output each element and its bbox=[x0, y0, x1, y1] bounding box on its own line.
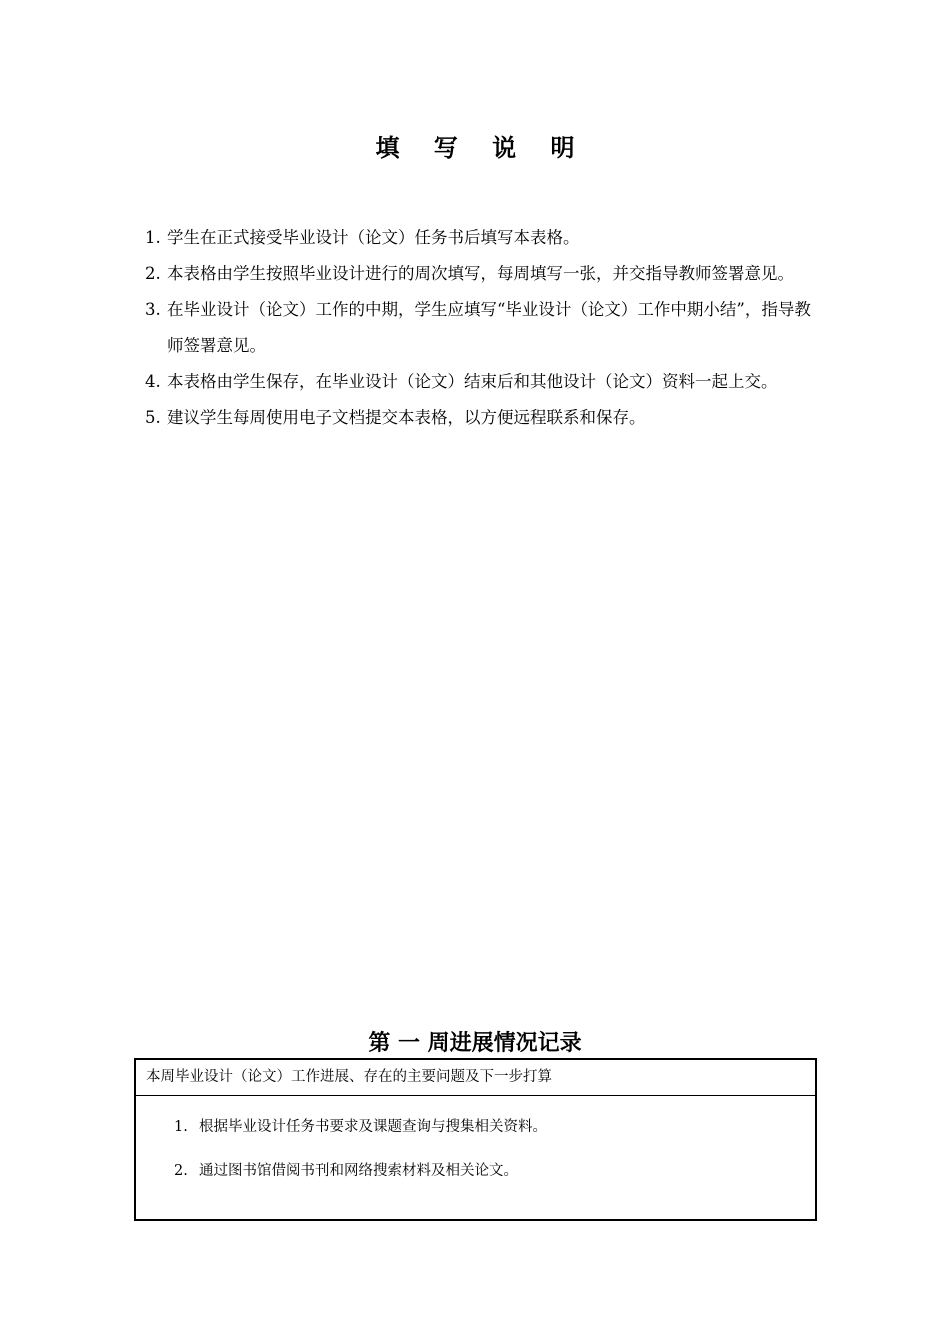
week-record-text: 通过图书馆借阅书刊和网络搜索材料及相关论文。 bbox=[199, 1163, 518, 1179]
week-record-number: 2. bbox=[174, 1163, 188, 1179]
instruction-text: 在毕业设计（论文）工作的中期，学生应填写“毕业设计（论文）工作中期小结”，指导教师签署意见。 bbox=[167, 300, 811, 355]
instruction-item bbox=[145, 364, 813, 400]
instruction-item bbox=[145, 292, 813, 364]
instruction-number: 3. bbox=[145, 300, 161, 319]
instruction-item bbox=[145, 400, 813, 436]
week-record-item bbox=[136, 1114, 815, 1140]
instruction-item bbox=[145, 256, 813, 292]
page-title: 填 写 说 明 bbox=[375, 134, 588, 162]
instruction-text: 建议学生每周使用电子文档提交本表格，以方便远程联系和保存。 bbox=[167, 408, 646, 427]
instruction-number: 4. bbox=[145, 372, 161, 391]
instruction-text: 学生在正式接受毕业设计（论文）任务书后填写本表格。 bbox=[167, 228, 580, 247]
week-record-item bbox=[136, 1158, 815, 1184]
week-record-table bbox=[134, 1058, 817, 1221]
instruction-number: 5. bbox=[145, 408, 161, 427]
week-record-text: 根据毕业设计任务书要求及课题查询与搜集相关资料。 bbox=[199, 1119, 547, 1135]
instruction-item bbox=[145, 220, 813, 256]
week-record-header: 本周毕业设计（论文）工作进展、存在的主要问题及下一步打算 bbox=[136, 1060, 815, 1096]
week-record-title: 第 一 周进展情况记录 bbox=[368, 1031, 582, 1056]
instruction-number: 1. bbox=[145, 228, 161, 247]
instructions-list bbox=[145, 220, 813, 436]
instruction-number: 2. bbox=[145, 264, 161, 283]
week-record-number: 1. bbox=[174, 1119, 188, 1135]
week-record-list bbox=[136, 1114, 815, 1184]
instruction-text: 本表格由学生保存，在毕业设计（论文）结束后和其他设计（论文）资料一起上交。 bbox=[167, 372, 778, 391]
instruction-text: 本表格由学生按照毕业设计进行的周次填写，每周填写一张，并交指导教师签署意见。 bbox=[167, 264, 794, 283]
